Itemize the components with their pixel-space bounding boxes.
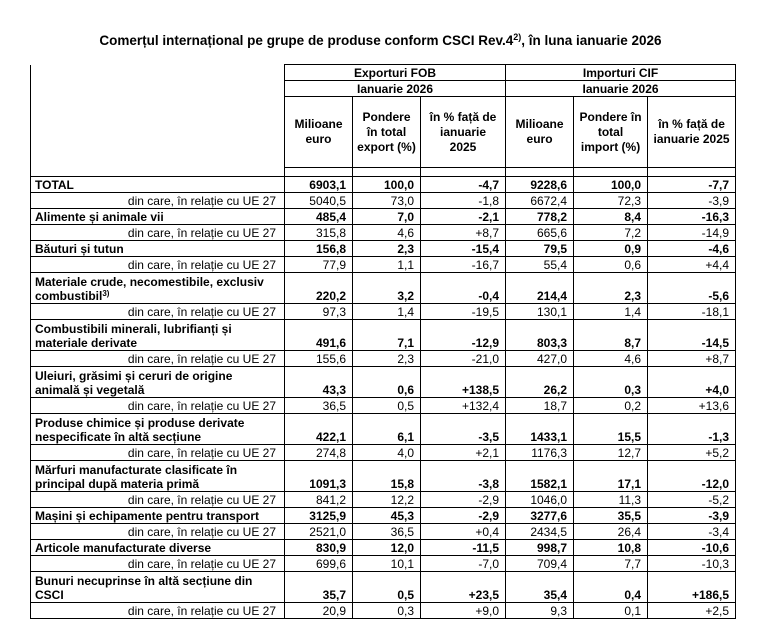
cell-imp: 9228,6 (506, 177, 574, 193)
row-label (31, 556, 285, 572)
cell-exp-share: 0,6 (353, 367, 421, 398)
cell-imp: 709,4 (506, 556, 574, 572)
cell-exp: 155,6 (285, 351, 353, 367)
cell-imp: 1046,0 (506, 492, 574, 508)
table-row (31, 508, 736, 524)
cell-imp-share: 17,1 (574, 461, 648, 492)
row-label (31, 241, 285, 257)
cell-imp-share: 10,8 (574, 540, 648, 556)
row-label (31, 351, 285, 367)
title-suffix: , în luna ianuarie 2026 (521, 33, 662, 48)
table-subrow-eu27 (31, 398, 736, 414)
cell-exp-pct: -2,1 (421, 209, 506, 225)
row-label (31, 445, 285, 461)
title-footnote-marker: 2) (513, 32, 522, 42)
cell-imp: 998,7 (506, 540, 574, 556)
trade-table (30, 64, 736, 619)
footnote-marker: 3) (102, 289, 110, 298)
cell-exp-share: 45,3 (353, 508, 421, 524)
cell-imp: 35,4 (506, 572, 574, 603)
cell-exp-pct: +23,5 (421, 572, 506, 603)
cell-exp-share: 10,1 (353, 556, 421, 572)
cell-exp: 156,8 (285, 241, 353, 257)
cell-exp: 97,3 (285, 304, 353, 320)
col-header-imp-share: Pondere în total import (%) (574, 97, 648, 168)
cell-imp-share: 0,2 (574, 398, 648, 414)
row-label-text: din care, în relație cu UE 27 (127, 399, 276, 413)
row-label (31, 273, 285, 304)
cell-imp-share: 8,7 (574, 320, 648, 351)
header-blank-cell (31, 81, 285, 97)
cell-imp-pct: -4,6 (648, 241, 736, 257)
col-header-exp-share: Pondere în total export (%) (353, 97, 421, 168)
imports-group-header: Importuri CIF (506, 65, 736, 81)
col-header-exp-mil-euro: Milioane euro (285, 97, 353, 168)
cell-imp-pct: +5,2 (648, 445, 736, 461)
row-label (31, 209, 285, 225)
cell-imp-share: 100,0 (574, 177, 648, 193)
row-label (31, 304, 285, 320)
cell-imp: 778,2 (506, 209, 574, 225)
cell-exp-pct: -4,7 (421, 177, 506, 193)
cell-imp-share: 0,4 (574, 572, 648, 603)
cell-imp-pct: +4,0 (648, 367, 736, 398)
cell-imp: 9,3 (506, 603, 574, 619)
cell-imp: 1176,3 (506, 445, 574, 461)
table-row (31, 177, 736, 193)
cell-imp-pct: -3,9 (648, 193, 736, 209)
cell-exp-share: 6,1 (353, 414, 421, 445)
col-header-imp-mil-euro: Milioane euro (506, 97, 574, 168)
row-label-text: din care, în relație cu UE 27 (127, 557, 276, 571)
row-label (31, 193, 285, 209)
row-label (31, 524, 285, 540)
cell-exp-pct: +0,4 (421, 524, 506, 540)
cell-imp-pct: +2,5 (648, 603, 736, 619)
table-row (31, 461, 736, 492)
row-label-text: Mașini și echipamente pentru transport (35, 509, 260, 523)
cell-exp: 6903,1 (285, 177, 353, 193)
cell-exp-share: 12,2 (353, 492, 421, 508)
cell-imp-pct: -1,3 (648, 414, 736, 445)
cell-exp-pct: -11,5 (421, 540, 506, 556)
cell-exp: 841,2 (285, 492, 353, 508)
cell-exp-pct: -2,9 (421, 492, 506, 508)
cell-exp: 830,9 (285, 540, 353, 556)
cell-exp-pct: +8,7 (421, 225, 506, 241)
title-prefix: Comerțul internațional pe grupe de produse conform CSCI Rev.4 (99, 33, 514, 48)
table-row (31, 273, 736, 304)
exports-period-header: Ianuarie 2026 (285, 81, 506, 97)
cell-imp-pct: +4,4 (648, 257, 736, 273)
cell-exp-share: 3,2 (353, 273, 421, 304)
table-row (31, 572, 736, 603)
row-label-text: din care, în relație cu UE 27 (127, 525, 276, 539)
row-label (31, 257, 285, 273)
row-label-text: Mărfuri manufacturate clasificate în principal după materia primă (35, 463, 238, 491)
cell-exp-pct: -0,4 (421, 273, 506, 304)
cell-imp-pct: -14,5 (648, 320, 736, 351)
row-label (31, 461, 285, 492)
row-label (31, 177, 285, 193)
row-label-text: din care, în relație cu UE 27 (127, 194, 276, 208)
cell-exp: 20,9 (285, 603, 353, 619)
cell-exp-share: 2,3 (353, 351, 421, 367)
cell-imp-pct: -18,1 (648, 304, 736, 320)
cell-exp-share: 0,5 (353, 572, 421, 603)
cell-imp-pct: -12,0 (648, 461, 736, 492)
cell-exp: 315,8 (285, 225, 353, 241)
imports-period-header: Ianuarie 2026 (506, 81, 736, 97)
header-row-period (31, 81, 736, 97)
cell-exp-pct: +138,5 (421, 367, 506, 398)
cell-exp: 274,8 (285, 445, 353, 461)
cell-exp-pct: +132,4 (421, 398, 506, 414)
cell-imp-share: 11,3 (574, 492, 648, 508)
cell-imp: 6672,4 (506, 193, 574, 209)
cell-imp-share: 72,3 (574, 193, 648, 209)
cell-imp: 79,5 (506, 241, 574, 257)
cell-imp-pct: -14,9 (648, 225, 736, 241)
row-label (31, 540, 285, 556)
cell-exp-pct: -3,5 (421, 414, 506, 445)
col-header-imp-pct: în % față de ianuarie 2025 (648, 97, 736, 168)
cell-imp-share: 26,4 (574, 524, 648, 540)
row-label-text: din care, în relație cu UE 27 (127, 493, 276, 507)
cell-imp-share: 35,5 (574, 508, 648, 524)
table-subrow-eu27 (31, 524, 736, 540)
cell-exp-share: 1,4 (353, 304, 421, 320)
cell-exp-share: 4,0 (353, 445, 421, 461)
row-label-text: Combustibili minerali, lubrifianți și materiale derivate (35, 322, 232, 350)
cell-imp: 214,4 (506, 273, 574, 304)
cell-exp-pct: -2,9 (421, 508, 506, 524)
cell-exp-share: 15,8 (353, 461, 421, 492)
exports-group-header: Exporturi FOB (285, 65, 506, 81)
cell-exp-pct: -7,0 (421, 556, 506, 572)
row-label (31, 414, 285, 445)
cell-imp-share: 7,2 (574, 225, 648, 241)
cell-exp-pct: +9,0 (421, 603, 506, 619)
cell-exp: 35,7 (285, 572, 353, 603)
table-row (31, 414, 736, 445)
cell-exp: 3125,9 (285, 508, 353, 524)
cell-exp: 1091,3 (285, 461, 353, 492)
cell-imp-share: 4,6 (574, 351, 648, 367)
header-blank-cell (31, 65, 285, 81)
cell-exp: 491,6 (285, 320, 353, 351)
cell-exp-share: 0,3 (353, 603, 421, 619)
cell-exp: 699,6 (285, 556, 353, 572)
table-subrow-eu27 (31, 556, 736, 572)
cell-imp-pct: -3,9 (648, 508, 736, 524)
cell-imp: 803,3 (506, 320, 574, 351)
cell-imp: 1433,1 (506, 414, 574, 445)
cell-exp-pct: -3,8 (421, 461, 506, 492)
row-label-text: din care, în relație cu UE 27 (127, 305, 276, 319)
cell-imp-share: 0,9 (574, 241, 648, 257)
row-label-text: din care, în relație cu UE 27 (127, 258, 276, 272)
cell-imp: 1582,1 (506, 461, 574, 492)
header-blank-cell (31, 97, 285, 168)
cell-imp-pct: +8,7 (648, 351, 736, 367)
cell-imp-share: 12,7 (574, 445, 648, 461)
cell-exp-pct: -15,4 (421, 241, 506, 257)
cell-imp-pct: +13,6 (648, 398, 736, 414)
table-subrow-eu27 (31, 225, 736, 241)
cell-exp-pct: +2,1 (421, 445, 506, 461)
cell-exp-share: 2,3 (353, 241, 421, 257)
table-subrow-eu27 (31, 304, 736, 320)
row-label-text: Articole manufacturate diverse (35, 541, 212, 555)
cell-imp-pct: -3,4 (648, 524, 736, 540)
cell-exp-share: 1,1 (353, 257, 421, 273)
table-subrow-eu27 (31, 257, 736, 273)
cell-exp-share: 12,0 (353, 540, 421, 556)
cell-imp-pct: +186,5 (648, 572, 736, 603)
cell-exp-pct: -1,8 (421, 193, 506, 209)
row-label-text: Bunuri necuprinse în altă secțiune din CSCI (35, 574, 253, 602)
table-row (31, 540, 736, 556)
cell-exp: 2521,0 (285, 524, 353, 540)
cell-imp-share: 0,3 (574, 367, 648, 398)
header-row-columns (31, 97, 736, 168)
table-subrow-eu27 (31, 445, 736, 461)
row-label-text: din care, în relație cu UE 27 (127, 604, 276, 618)
row-label (31, 225, 285, 241)
header-row-groups (31, 65, 736, 81)
row-label-text: Alimente și animale vii (35, 210, 164, 224)
row-label-text: Uleiuri, grăsimi și ceruri de origine animală și vegetală (35, 369, 233, 397)
cell-imp-share: 1,4 (574, 304, 648, 320)
cell-imp-share: 7,7 (574, 556, 648, 572)
cell-exp: 43,3 (285, 367, 353, 398)
row-label (31, 320, 285, 351)
cell-exp-pct: -19,5 (421, 304, 506, 320)
cell-imp: 18,7 (506, 398, 574, 414)
cell-exp-share: 100,0 (353, 177, 421, 193)
cell-exp-share: 0,5 (353, 398, 421, 414)
cell-exp-share: 7,0 (353, 209, 421, 225)
cell-exp: 485,4 (285, 209, 353, 225)
cell-exp-share: 73,0 (353, 193, 421, 209)
cell-imp-pct: -10,6 (648, 540, 736, 556)
cell-exp-pct: -16,7 (421, 257, 506, 273)
cell-imp-pct: -10,3 (648, 556, 736, 572)
row-label (31, 367, 285, 398)
cell-imp: 3277,6 (506, 508, 574, 524)
table-subrow-eu27 (31, 193, 736, 209)
row-label-text: din care, în relație cu UE 27 (127, 352, 276, 366)
cell-imp-share: 15,5 (574, 414, 648, 445)
cell-exp: 220,2 (285, 273, 353, 304)
cell-exp: 5040,5 (285, 193, 353, 209)
row-label-text: Materiale crude, necomestibile, exclusiv combustibil (35, 275, 264, 303)
table-subrow-eu27 (31, 603, 736, 619)
table-row (31, 367, 736, 398)
cell-exp-pct: -21,0 (421, 351, 506, 367)
row-label-text: Produse chimice și produse derivate nespecificate în altă secțiune (35, 416, 245, 444)
cell-imp-pct: -5,2 (648, 492, 736, 508)
row-label (31, 508, 285, 524)
cell-exp-pct: -12,9 (421, 320, 506, 351)
cell-imp-share: 0,1 (574, 603, 648, 619)
row-label-text: din care, în relație cu UE 27 (127, 446, 276, 460)
row-label-text: TOTAL (35, 178, 74, 192)
cell-imp-pct: -5,6 (648, 273, 736, 304)
cell-imp: 26,2 (506, 367, 574, 398)
page-title (0, 33, 761, 49)
cell-exp-share: 36,5 (353, 524, 421, 540)
table-row (31, 320, 736, 351)
row-label (31, 492, 285, 508)
cell-imp-pct: -7,7 (648, 177, 736, 193)
cell-imp-pct: -16,3 (648, 209, 736, 225)
cell-exp-share: 4,6 (353, 225, 421, 241)
col-header-exp-pct: în % față de ianuarie 2025 (421, 97, 506, 168)
header-spacer-row (31, 168, 736, 177)
table-row (31, 241, 736, 257)
table-row (31, 209, 736, 225)
cell-imp: 2434,5 (506, 524, 574, 540)
cell-imp-share: 8,4 (574, 209, 648, 225)
table-subrow-eu27 (31, 351, 736, 367)
cell-imp-share: 2,3 (574, 273, 648, 304)
cell-exp-share: 7,1 (353, 320, 421, 351)
cell-exp: 422,1 (285, 414, 353, 445)
table-subrow-eu27 (31, 492, 736, 508)
cell-exp: 36,5 (285, 398, 353, 414)
row-label-text: Băuturi și tutun (35, 242, 124, 256)
cell-exp: 77,9 (285, 257, 353, 273)
row-label (31, 572, 285, 603)
cell-imp-share: 0,6 (574, 257, 648, 273)
row-label (31, 398, 285, 414)
cell-imp: 55,4 (506, 257, 574, 273)
cell-imp: 665,6 (506, 225, 574, 241)
row-label (31, 603, 285, 619)
cell-imp: 427,0 (506, 351, 574, 367)
cell-imp: 130,1 (506, 304, 574, 320)
row-label-text: din care, în relație cu UE 27 (127, 226, 276, 240)
